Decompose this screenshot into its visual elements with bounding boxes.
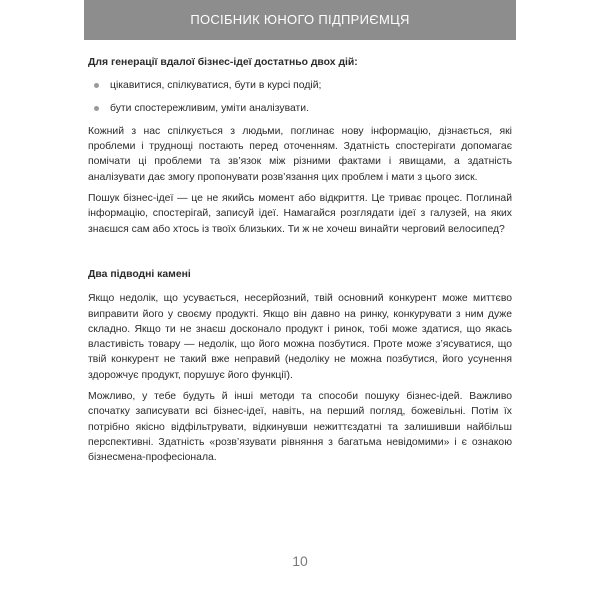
section-heading-ideas: Для генерації вдалої бізнес-ідеї достатньо двох дій: xyxy=(88,57,358,68)
page-content xyxy=(88,55,512,472)
running-header-title: ПОСІБНИК ЮНОГО ПІДПРИЄМЦЯ xyxy=(190,12,410,27)
list-item-text: цікавитися, спілкуватися, бути в курсі подій; xyxy=(110,80,322,92)
page-number: 10 xyxy=(292,553,308,569)
list-item-text: бути спостережливим, уміти аналізувати. xyxy=(110,102,309,114)
section-heading-pitfalls: Два підводні камені xyxy=(88,268,191,280)
paragraph: Кожний з нас спілкується з людьми, поглинає нову інформацію, дізнається, які проблеми і труднощі постають перед оточенням. Здатність спостерігати допомагає помічати ці проблеми та зв’язок між різними фактами і явищами, а здатність аналізувати дає змогу пропонувати розв’язання цих проблем і мати з цього зиск. xyxy=(88,125,512,183)
paragraph: Якщо недолік, що усувається, несерйозний, твій основний конкурент може миттєво виправити його у своєму продукті. Якщо він давно на ринку, конкурувати з ним дуже складно. Якщо ти не знаєш досконало продукт і ринок, тобі може здатися, що якась властивість товару — недолік, що його можна позбутися. Проте може з’ясуватися, що твій конкурент не такий вже неправий (недоліку не можна позбутися, його усунення здорожчує продукт, порушує його функції). xyxy=(88,293,512,381)
bullet-list xyxy=(88,78,512,116)
bullet-icon xyxy=(94,83,99,88)
bullet-icon xyxy=(94,106,99,111)
list-item xyxy=(88,101,512,116)
list-item xyxy=(88,78,512,93)
paragraph: Пошук бізнес-ідеї — це не якийсь момент або відкриття. Це триває процес. Поглинай інформацію, спостерігай, записуй ідеї. Намагайся розглядати ідеї з галузей, на яких знаєшся сам або хтось із твоїх близьких. Ти ж не хочеш винайти черговий велосипед? xyxy=(88,193,512,235)
paragraph: Можливо, у тебе будуть й інші методи та способи пошуку бізнес-ідей. Важливо спочатку записувати всі бізнес-ідеї, навіть, на перший погляд, божевільні. Потім їх потрібно якісно відфільтрувати, відкинувши нежиттєздатні та залишивши найбільш перспективні. Здатність «розв’язувати рівняння з багатьма невідомими» і є ознакою бізнесмена-професіонала. xyxy=(88,391,512,464)
